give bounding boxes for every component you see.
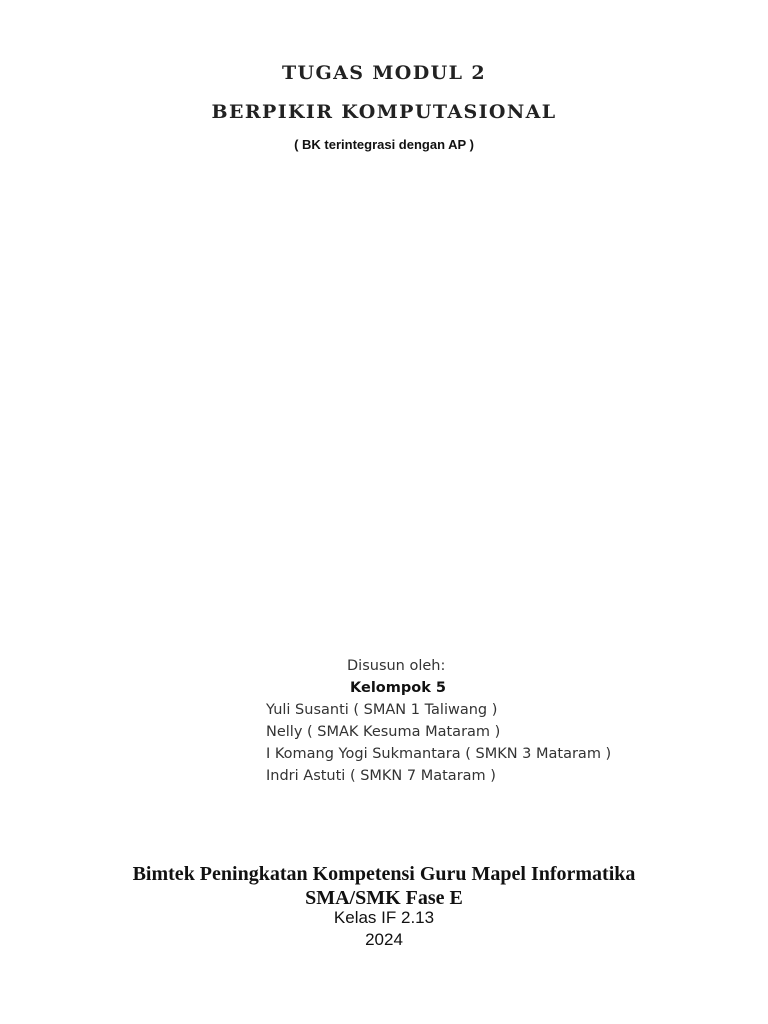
author-member: Yuli Susanti ( SMAN 1 Taliwang ) [266,702,498,718]
prepared-by-label: Disusun oleh: [347,658,446,674]
school-level: SMA/SMK Fase E [305,887,463,909]
class-label: Kelas IF 2.13 [333,908,435,927]
document-subtitle: ( BK terintegrasi dengan AP ) [294,137,474,152]
authors-block [266,655,746,787]
author-member: I Komang Yogi Sukmantara ( SMKN 3 Mataram ) [266,746,612,762]
group-name: Kelompok 5 [350,680,446,696]
author-member: Nelly ( SMAK Kesuma Mataram ) [266,724,501,740]
document-title-line-2: BERPIKIR KOMPUTASIONAL [211,101,557,123]
program-name: Bimtek Peningkatan Kompetensi Guru Mapel Informatika [132,863,636,885]
year-label: 2024 [365,930,403,949]
author-member: Indri Astuti ( SMKN 7 Mataram ) [266,768,496,784]
document-title-line-1: TUGAS MODUL 2 [281,62,487,84]
